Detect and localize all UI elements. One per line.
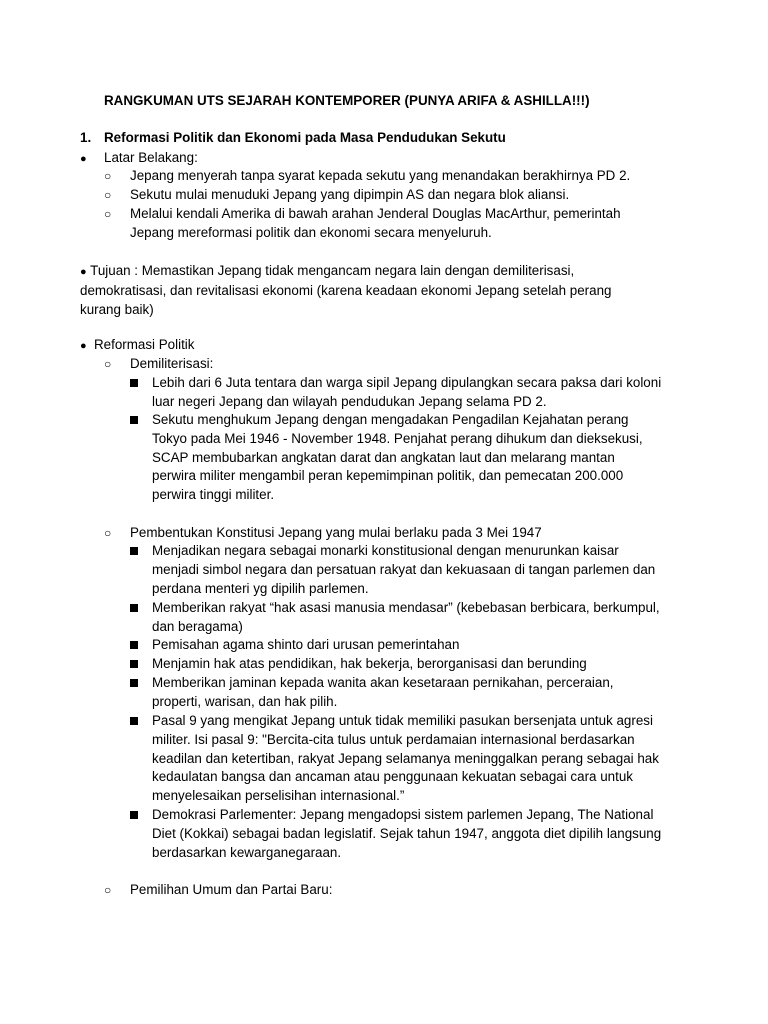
- square-bullet-icon: [130, 717, 138, 725]
- circle-bullet-icon: ○: [104, 526, 112, 540]
- square-bullet-icon: [130, 811, 138, 819]
- list-item: Memberikan rakyat “hak asasi manusia mendasar” (kebebasan berbicara, berkumpul, dan beragama): [128, 599, 678, 637]
- circle-bullet-icon: ○: [104, 357, 112, 371]
- square-bullet-icon: [130, 679, 138, 687]
- square-bullet-icon: [130, 641, 138, 649]
- document-title: RANGKUMAN UTS SEJARAH KONTEMPORER (PUNYA ARIFA & ASHILLA!!!): [104, 93, 590, 108]
- list-item: Menjadikan negara sebagai monarki konstitusional dengan menurunkan kaisar menjadi simbol negara dan persatuan rakyat dan kekuasaan di tangan parlemen dan perdana menteri yg dipilih parlemen.: [128, 542, 678, 598]
- bullet-tujuan: ● Tujuan : Memastikan Jepang tidak mengancam negara lain dengan demiliterisasi, demokratisasi, dan revitalisasi ekonomi (karena keadaan ekonomi Jepang setelah perang kurang baik): [80, 263, 612, 317]
- bullet-dot-icon: ●: [80, 266, 87, 278]
- list-item: ○ Melalui kendali Amerika di bawah arahan Jenderal Douglas MacArthur, pemerintah Jepang mereformasi politik dan ekonomi secara menyeluruh.: [104, 206, 621, 240]
- list-item: Lebih dari 6 Juta tentara dan warga sipil Jepang dipulangkan secara paksa dari koloni luar negeri Jepang dan wilayah pendudukan Jepang selama PD 2.: [128, 374, 678, 412]
- circle-bullet-icon: ○: [104, 169, 112, 183]
- circle-bullet-icon: ○: [104, 883, 112, 897]
- section-number: 1.: [80, 130, 92, 145]
- bullet-latar-belakang: [80, 149, 680, 169]
- square-bullet-icon: [130, 660, 138, 668]
- list-item: ○ Jepang menyerah tanpa syarat kepada sekutu yang menandakan berakhirnya PD 2.: [104, 167, 664, 186]
- bullet-reformasi-politik: ● Reformasi Politik: [80, 336, 680, 356]
- list-item: Sekutu menghukum Jepang dengan mengadakan Pengadilan Kejahatan perang Tokyo pada Mei 1946 - November 1948. Penjahat perang dihukum dan dieksekusi, SCAP membubarkan angkatan darat dan angkatan laut dan melarang mantan perwira militer mengambil peran kepemimpinan politik, dan pemecatan 200.000 perwira tinggi militer.: [128, 411, 678, 505]
- list-item: Pemisahan agama shinto dari urusan pemerintahan: [128, 636, 678, 655]
- list-item: Menjamin hak atas pendidikan, hak bekerja, berorganisasi dan berunding: [128, 655, 678, 674]
- square-bullet-icon: [130, 416, 138, 424]
- section-heading-text: Reformasi Politik dan Ekonomi pada Masa Pendudukan Sekutu: [104, 130, 506, 145]
- bullet-dot-icon: ●: [80, 153, 87, 165]
- list-item: Demokrasi Parlementer: Jepang mengadopsi sistem parlemen Jepang, The National Diet (Kokkai) sebagai badan legislatif. Sejak tahun 1947, anggota diet dipilih langsung berdasarkan kewarganegaraan.: [128, 806, 678, 862]
- section-heading: [80, 129, 506, 148]
- list-item: Memberikan jaminan kepada wanita akan kesetaraan pernikahan, perceraian, properti, warisan, dan hak pilih.: [128, 674, 678, 712]
- list-item: ○ Sekutu mulai menuduki Jepang yang dipimpin AS dan negara blok aliansi.: [104, 186, 664, 205]
- circle-bullet-icon: ○: [104, 207, 112, 221]
- list-item-demiliterisasi: ○ Demiliterisasi:: [104, 355, 664, 374]
- bullet-dot-icon: ●: [80, 340, 87, 352]
- list-item-pemilu: ○ Pemilihan Umum dan Partai Baru:: [104, 881, 664, 900]
- square-bullet-icon: [130, 604, 138, 612]
- latar-label: Latar Belakang:: [104, 150, 198, 165]
- square-bullet-icon: [130, 547, 138, 555]
- circle-bullet-icon: ○: [104, 188, 112, 202]
- list-item-konstitusi: ○ Pembentukan Konstitusi Jepang yang mulai berlaku pada 3 Mei 1947: [104, 524, 664, 543]
- square-bullet-icon: [130, 379, 138, 387]
- list-item: Pasal 9 yang mengikat Jepang untuk tidak memiliki pasukan bersenjata untuk agresi militer. Isi pasal 9: "Bercita-cita tulus untuk perdamaian internasional berdasarkan keadilan dan ketertiban, rakyat Jepang selamanya meninggalkan perang sebagai hak kedaulatan bangsa dan ancaman atau penggunaan kekuatan sebagai cara untuk menyelesaikan perselisihan internasional.”: [128, 712, 678, 806]
